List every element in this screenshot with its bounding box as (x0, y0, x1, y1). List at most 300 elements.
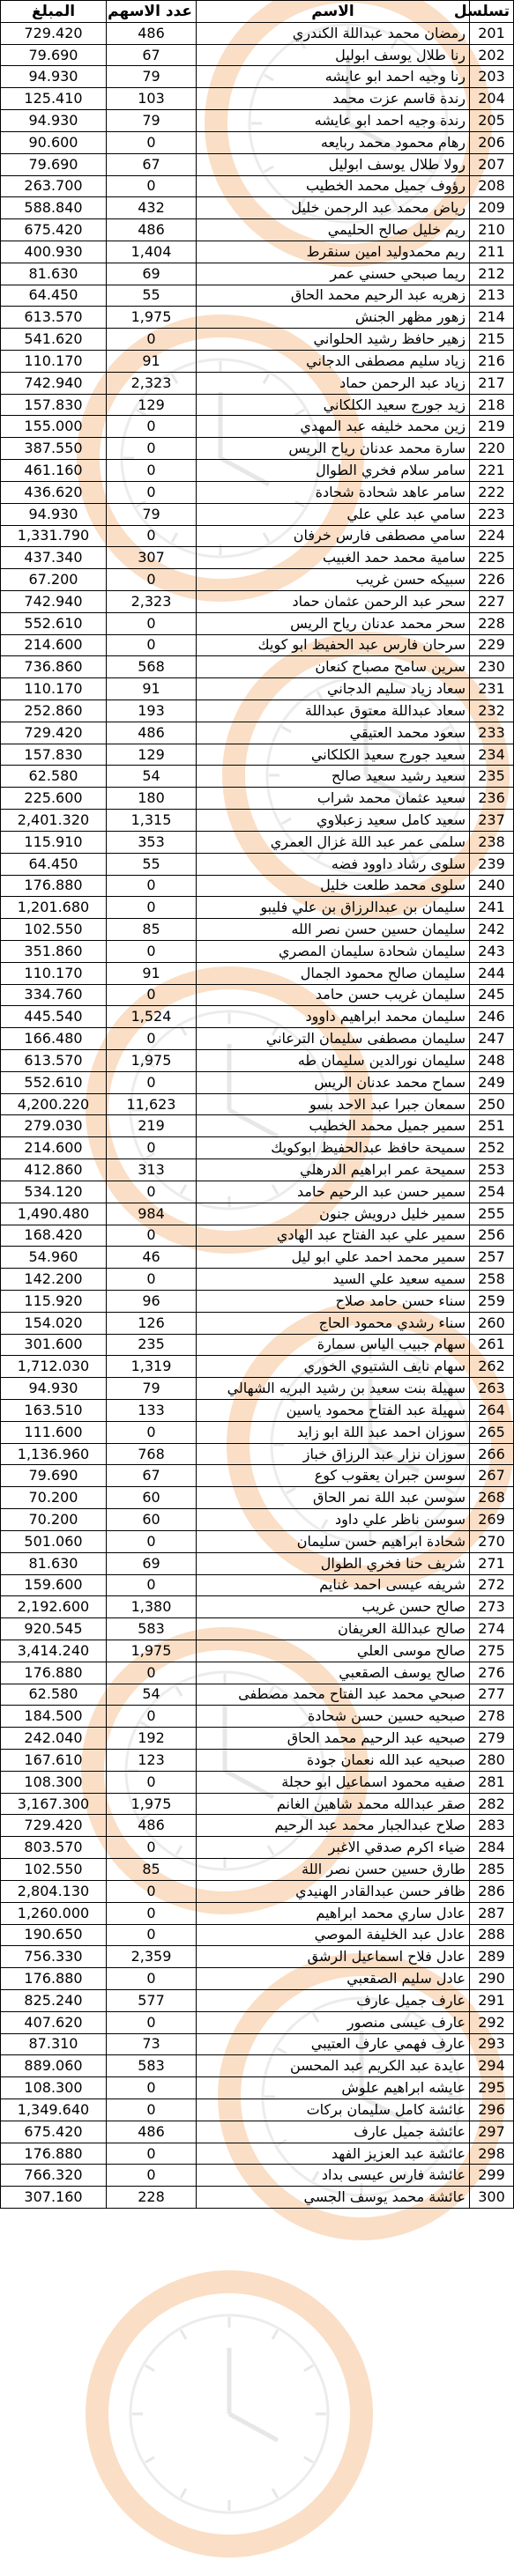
cell-amount: 176.880 (1, 1662, 107, 1684)
cell-name: سامي مصطفى فارس خرفان (197, 525, 470, 547)
table-row (1, 481, 514, 503)
table-row (1, 590, 514, 612)
cell-shares: 0 (107, 2077, 197, 2099)
cell-amount: 54.960 (1, 1247, 107, 1269)
cell-amount: 334.760 (1, 984, 107, 1006)
cell-shares: 126 (107, 1312, 197, 1334)
table-row (1, 1684, 514, 1706)
table-row (1, 351, 514, 373)
cell-shares: 55 (107, 285, 197, 307)
cell-name: سعيد عثمان محمد شراب (197, 788, 470, 810)
table-row (1, 1946, 514, 1968)
table-row (1, 831, 514, 853)
cell-amount: 263.700 (1, 175, 107, 197)
cell-amount: 214.600 (1, 1137, 107, 1159)
cell-serial: 296 (470, 2099, 514, 2121)
cell-name: سامر سلام فخري الطوال (197, 460, 470, 482)
table-row (1, 1815, 514, 1837)
cell-name: سناء حسن حامد صلاح (197, 1290, 470, 1312)
cell-name: رهام محمود محمد ربايعه (197, 131, 470, 153)
cell-serial: 251 (470, 1115, 514, 1137)
cell-serial: 219 (470, 416, 514, 438)
table-row (1, 110, 514, 132)
cell-shares: 0 (107, 2165, 197, 2187)
cell-name: سامي عبد علي علي (197, 503, 470, 525)
cell-name: سوسن ناظر علي داود (197, 1509, 470, 1531)
cell-amount: 176.880 (1, 1968, 107, 1990)
header-name: الاسم (197, 1, 470, 23)
cell-amount: 2,192.600 (1, 1596, 107, 1618)
cell-name: سلمى عمر عبد اللة غزال العمري (197, 831, 470, 853)
cell-serial: 223 (470, 503, 514, 525)
cell-name: ريما صبحي حسني عمر (197, 263, 470, 285)
cell-name: سامية محمد حمد الغبيب (197, 547, 470, 569)
cell-name: سليمان شحادة سليمان المصري (197, 940, 470, 962)
cell-serial: 289 (470, 1946, 514, 1968)
cell-shares: 55 (107, 853, 197, 875)
cell-amount: 534.120 (1, 1181, 107, 1203)
cell-serial: 270 (470, 1530, 514, 1552)
cell-serial: 274 (470, 1618, 514, 1640)
table-row (1, 722, 514, 744)
table-row (1, 1203, 514, 1225)
cell-serial: 284 (470, 1837, 514, 1859)
cell-amount: 225.600 (1, 788, 107, 810)
cell-shares: 79 (107, 66, 197, 88)
cell-shares: 0 (107, 1771, 197, 1793)
table-row (1, 1290, 514, 1312)
cell-shares: 73 (107, 2033, 197, 2055)
table-row (1, 1050, 514, 1072)
cell-shares: 0 (107, 897, 197, 919)
cell-name: سعيد جورج سعيد الكلكاني (197, 744, 470, 766)
cell-shares: 133 (107, 1400, 197, 1422)
cell-amount: 552.610 (1, 612, 107, 634)
cell-amount: 110.170 (1, 962, 107, 984)
table-row (1, 940, 514, 962)
table-row (1, 66, 514, 88)
cell-serial: 226 (470, 569, 514, 591)
cell-amount: 613.570 (1, 1050, 107, 1072)
table-row (1, 2033, 514, 2055)
cell-shares: 46 (107, 1247, 197, 1269)
cell-amount: 407.620 (1, 2011, 107, 2033)
cell-serial: 230 (470, 656, 514, 678)
table-row (1, 678, 514, 700)
cell-amount: 167.610 (1, 1750, 107, 1772)
cell-amount: 825.240 (1, 1989, 107, 2011)
cell-serial: 271 (470, 1552, 514, 1574)
cell-name: سوسن جبران يعقوب كوع (197, 1465, 470, 1487)
table-row (1, 525, 514, 547)
cell-shares: 0 (107, 329, 197, 351)
cell-name: رندة وجيه احمد ابو عايشه (197, 110, 470, 132)
table-row (1, 1902, 514, 1924)
cell-serial: 242 (470, 919, 514, 941)
cell-shares: 67 (107, 153, 197, 175)
cell-serial: 244 (470, 962, 514, 984)
header-serial: تسلسل (470, 1, 514, 23)
cell-name: صبحيه عبد الله نعمان جودة (197, 1750, 470, 1772)
cell-amount: 62.580 (1, 766, 107, 788)
cell-serial: 297 (470, 2121, 514, 2143)
table-row (1, 1880, 514, 1902)
cell-serial: 269 (470, 1509, 514, 1531)
cell-serial: 257 (470, 1247, 514, 1269)
cell-name: سعيد رشيد سعيد صالح (197, 766, 470, 788)
table-row (1, 1989, 514, 2011)
cell-amount: 729.420 (1, 722, 107, 744)
table-row (1, 1247, 514, 1269)
cell-name: عايشه ابراهيم علوش (197, 2077, 470, 2099)
cell-shares: 0 (107, 438, 197, 460)
table-row (1, 1159, 514, 1181)
cell-shares: 313 (107, 1159, 197, 1181)
cell-shares: 103 (107, 88, 197, 110)
cell-amount: 176.880 (1, 875, 107, 897)
cell-amount: 81.630 (1, 263, 107, 285)
cell-name: سليمان حسين حسن نصر الله (197, 919, 470, 941)
cell-shares: 85 (107, 919, 197, 941)
cell-serial: 266 (470, 1443, 514, 1465)
cell-name: عارف عيسى منصور (197, 2011, 470, 2033)
cell-amount: 157.830 (1, 394, 107, 416)
table-header-row (1, 1, 514, 23)
table-row (1, 1443, 514, 1465)
table-row (1, 700, 514, 722)
table-row (1, 1530, 514, 1552)
cell-amount: 889.060 (1, 2055, 107, 2077)
cell-amount: 1,201.680 (1, 897, 107, 919)
cell-serial: 249 (470, 1071, 514, 1093)
cell-serial: 298 (470, 2143, 514, 2165)
cell-serial: 240 (470, 875, 514, 897)
cell-serial: 295 (470, 2077, 514, 2099)
cell-shares: 0 (107, 1181, 197, 1203)
cell-amount: 79.690 (1, 44, 107, 66)
cell-shares: 0 (107, 984, 197, 1006)
cell-serial: 287 (470, 1902, 514, 1924)
table-row (1, 394, 514, 416)
cell-shares: 0 (107, 1902, 197, 1924)
cell-serial: 213 (470, 285, 514, 307)
cell-shares: 60 (107, 1509, 197, 1531)
cell-serial: 252 (470, 1137, 514, 1159)
cell-shares: 235 (107, 1334, 197, 1356)
cell-shares: 1,975 (107, 1793, 197, 1815)
cell-shares: 192 (107, 1728, 197, 1750)
table-row (1, 460, 514, 482)
cell-name: رياض محمد عبد الرحمن خليل (197, 197, 470, 219)
cell-amount: 301.600 (1, 1334, 107, 1356)
cell-serial: 281 (470, 1771, 514, 1793)
header-amount: المبلغ (1, 1, 107, 23)
cell-shares: 0 (107, 1662, 197, 1684)
cell-shares: 0 (107, 1137, 197, 1159)
cell-serial: 299 (470, 2165, 514, 2187)
table-row (1, 263, 514, 285)
cell-shares: 0 (107, 1225, 197, 1247)
cell-name: سرين سامح مصباح كنعان (197, 656, 470, 678)
table-row (1, 766, 514, 788)
cell-name: شريف حنا فخري الطوال (197, 1552, 470, 1574)
cell-shares: 0 (107, 1071, 197, 1093)
table-row (1, 984, 514, 1006)
cell-serial: 204 (470, 88, 514, 110)
cell-amount: 102.550 (1, 919, 107, 941)
table-row (1, 1093, 514, 1115)
cell-shares: 0 (107, 131, 197, 153)
table-row (1, 1859, 514, 1881)
table-row (1, 175, 514, 197)
cell-name: شحادة ابراهيم حسن سليمان (197, 1530, 470, 1552)
cell-shares: 0 (107, 481, 197, 503)
cell-amount: 62.580 (1, 1684, 107, 1706)
cell-amount: 94.930 (1, 110, 107, 132)
table-row (1, 569, 514, 591)
cell-shares: 1,404 (107, 241, 197, 263)
cell-serial: 234 (470, 744, 514, 766)
cell-name: سهام نايف الشتيوي الخوري (197, 1356, 470, 1378)
cell-shares: 1,380 (107, 1596, 197, 1618)
cell-shares: 0 (107, 1837, 197, 1859)
cell-amount: 742.940 (1, 372, 107, 394)
cell-amount: 588.840 (1, 197, 107, 219)
cell-shares: 432 (107, 197, 197, 219)
cell-name: زين محمد خليفه عبد المهدي (197, 416, 470, 438)
cell-shares: 486 (107, 2121, 197, 2143)
cell-serial: 212 (470, 263, 514, 285)
cell-serial: 222 (470, 481, 514, 503)
cell-serial: 264 (470, 1400, 514, 1422)
cell-amount: 70.200 (1, 1509, 107, 1531)
cell-shares: 486 (107, 219, 197, 241)
cell-name: سلوى رشاد داوود فضه (197, 853, 470, 875)
table-row (1, 1968, 514, 1990)
cell-serial: 243 (470, 940, 514, 962)
table-row (1, 1137, 514, 1159)
table-row (1, 1574, 514, 1596)
cell-serial: 241 (470, 897, 514, 919)
cell-amount: 108.300 (1, 2077, 107, 2099)
cell-serial: 290 (470, 1968, 514, 1990)
table-row (1, 962, 514, 984)
cell-amount: 176.880 (1, 2143, 107, 2165)
cell-amount: 2,804.130 (1, 1880, 107, 1902)
cell-serial: 253 (470, 1159, 514, 1181)
cell-amount: 108.300 (1, 1771, 107, 1793)
cell-name: زياد عبد الرحمن حماد (197, 372, 470, 394)
cell-amount: 307.160 (1, 2187, 107, 2209)
cell-serial: 294 (470, 2055, 514, 2077)
table-row (1, 503, 514, 525)
table-row (1, 329, 514, 351)
cell-name: صقر عبدالله محمد شاهين الغانم (197, 1793, 470, 1815)
cell-name: سوزان احمد عبد اللة ابو زايد (197, 1421, 470, 1443)
table-row (1, 219, 514, 241)
cell-shares: 0 (107, 525, 197, 547)
cell-serial: 254 (470, 1181, 514, 1203)
cell-shares: 583 (107, 1618, 197, 1640)
cell-shares: 129 (107, 744, 197, 766)
cell-name: عادل عبد الخليفة الموصي (197, 1924, 470, 1946)
cell-serial: 228 (470, 612, 514, 634)
cell-name: صالح يوسف الصقعبي (197, 1662, 470, 1684)
table-row (1, 634, 514, 656)
cell-serial: 205 (470, 110, 514, 132)
header-shares: عدد الاسهم (107, 1, 197, 23)
table-row (1, 1225, 514, 1247)
cell-serial: 208 (470, 175, 514, 197)
table-row (1, 285, 514, 307)
cell-amount: 729.420 (1, 1815, 107, 1837)
cell-name: زياد سليم مصطفى الدجاني (197, 351, 470, 373)
cell-amount: 2,401.320 (1, 810, 107, 832)
cell-name: عايدة عبد الكريم عبد المحسن (197, 2055, 470, 2077)
cell-shares: 486 (107, 722, 197, 744)
cell-name: سعود محمد العتيقي (197, 722, 470, 744)
cell-shares: 60 (107, 1487, 197, 1509)
cell-shares: 91 (107, 962, 197, 984)
cell-name: سناء رشدي محمود الحاج (197, 1312, 470, 1334)
table-row (1, 1071, 514, 1093)
cell-name: سلوى محمد طلعت خليل (197, 875, 470, 897)
cell-amount: 437.340 (1, 547, 107, 569)
cell-amount: 94.930 (1, 66, 107, 88)
cell-amount: 166.480 (1, 1028, 107, 1050)
cell-amount: 90.600 (1, 131, 107, 153)
table-row (1, 1793, 514, 1815)
table-row (1, 131, 514, 153)
cell-shares: 91 (107, 678, 197, 700)
cell-serial: 214 (470, 307, 514, 329)
cell-amount: 64.450 (1, 853, 107, 875)
table-row (1, 788, 514, 810)
cell-name: ظافر حسن عبدالقادر الهنيدي (197, 1880, 470, 1902)
cell-amount: 154.020 (1, 1312, 107, 1334)
table-row (1, 2077, 514, 2099)
cell-serial: 203 (470, 66, 514, 88)
table-row (1, 744, 514, 766)
cell-serial: 256 (470, 1225, 514, 1247)
table-row (1, 547, 514, 569)
cell-serial: 277 (470, 1684, 514, 1706)
cell-amount: 94.930 (1, 1378, 107, 1400)
cell-serial: 292 (470, 2011, 514, 2033)
cell-amount: 412.860 (1, 1159, 107, 1181)
cell-name: سعاد زياد سليم الدجاني (197, 678, 470, 700)
cell-amount: 125.410 (1, 88, 107, 110)
table-body (1, 22, 514, 2208)
cell-shares: 1,975 (107, 307, 197, 329)
cell-shares: 0 (107, 612, 197, 634)
table-row (1, 1356, 514, 1378)
cell-serial: 267 (470, 1465, 514, 1487)
table-row (1, 2055, 514, 2077)
cell-name: ضياء اكرم صدقي الاغبر (197, 1837, 470, 1859)
cell-amount: 1,260.000 (1, 1902, 107, 1924)
cell-name: سمير خليل درويش جنون (197, 1203, 470, 1225)
cell-shares: 193 (107, 700, 197, 722)
cell-serial: 282 (470, 1793, 514, 1815)
cell-name: شريفه عيسى احمد غنايم (197, 1574, 470, 1596)
cell-shares: 984 (107, 1203, 197, 1225)
cell-serial: 268 (470, 1487, 514, 1509)
cell-serial: 265 (470, 1421, 514, 1443)
cell-serial: 239 (470, 853, 514, 875)
cell-serial: 236 (470, 788, 514, 810)
table-row (1, 1269, 514, 1291)
cell-serial: 225 (470, 547, 514, 569)
cell-name: سميحة حافظ عبدالحفيظ ابوكويك (197, 1137, 470, 1159)
table-row (1, 44, 514, 66)
table-row (1, 88, 514, 110)
cell-serial: 233 (470, 722, 514, 744)
cell-shares: 1,315 (107, 810, 197, 832)
cell-name: سعاد عبداللة معتوق عبداللة (197, 700, 470, 722)
cell-shares: 0 (107, 569, 197, 591)
cell-shares: 486 (107, 1815, 197, 1837)
cell-serial: 261 (470, 1334, 514, 1356)
cell-shares: 0 (107, 1028, 197, 1050)
cell-serial: 259 (470, 1290, 514, 1312)
table-row (1, 1028, 514, 1050)
cell-amount: 675.420 (1, 2121, 107, 2143)
table-row (1, 1509, 514, 1531)
cell-shares: 85 (107, 1859, 197, 1881)
table-row (1, 1400, 514, 1422)
cell-serial: 280 (470, 1750, 514, 1772)
cell-name: سارة محمد عدنان رياح الريس (197, 438, 470, 460)
cell-serial: 293 (470, 2033, 514, 2055)
table-row (1, 919, 514, 941)
cell-name: عادل ساري محمد ابراهيم (197, 1902, 470, 1924)
cell-amount: 64.450 (1, 285, 107, 307)
cell-shares: 79 (107, 110, 197, 132)
cell-name: ريم محمدوليد امين سنقرط (197, 241, 470, 263)
cell-amount: 163.510 (1, 1400, 107, 1422)
cell-shares: 79 (107, 1378, 197, 1400)
table-row (1, 1115, 514, 1137)
clock-icon (97, 2282, 361, 2546)
cell-shares: 1,975 (107, 1640, 197, 1662)
cell-name: سليمان مصطفى سليمان الترعاني (197, 1028, 470, 1050)
cell-amount: 168.420 (1, 1225, 107, 1247)
table-row (1, 875, 514, 897)
table-row (1, 1837, 514, 1859)
cell-serial: 247 (470, 1028, 514, 1050)
cell-name: سميه سعيد علي السيد (197, 1269, 470, 1291)
cell-amount: 436.620 (1, 481, 107, 503)
cell-amount: 242.040 (1, 1728, 107, 1750)
cell-shares: 69 (107, 263, 197, 285)
cell-serial: 215 (470, 329, 514, 351)
table-row (1, 2143, 514, 2165)
cell-amount: 387.550 (1, 438, 107, 460)
cell-name: عارف جميل عارف (197, 1989, 470, 2011)
cell-name: سماح محمد عدنان الريس (197, 1071, 470, 1093)
cell-serial: 263 (470, 1378, 514, 1400)
table-row (1, 1771, 514, 1793)
cell-serial: 245 (470, 984, 514, 1006)
cell-amount: 94.930 (1, 503, 107, 525)
cell-serial: 224 (470, 525, 514, 547)
cell-shares: 0 (107, 1269, 197, 1291)
cell-name: عارف فهمي عارف العتيبي (197, 2033, 470, 2055)
cell-serial: 211 (470, 241, 514, 263)
table-row (1, 1312, 514, 1334)
cell-shares: 54 (107, 766, 197, 788)
